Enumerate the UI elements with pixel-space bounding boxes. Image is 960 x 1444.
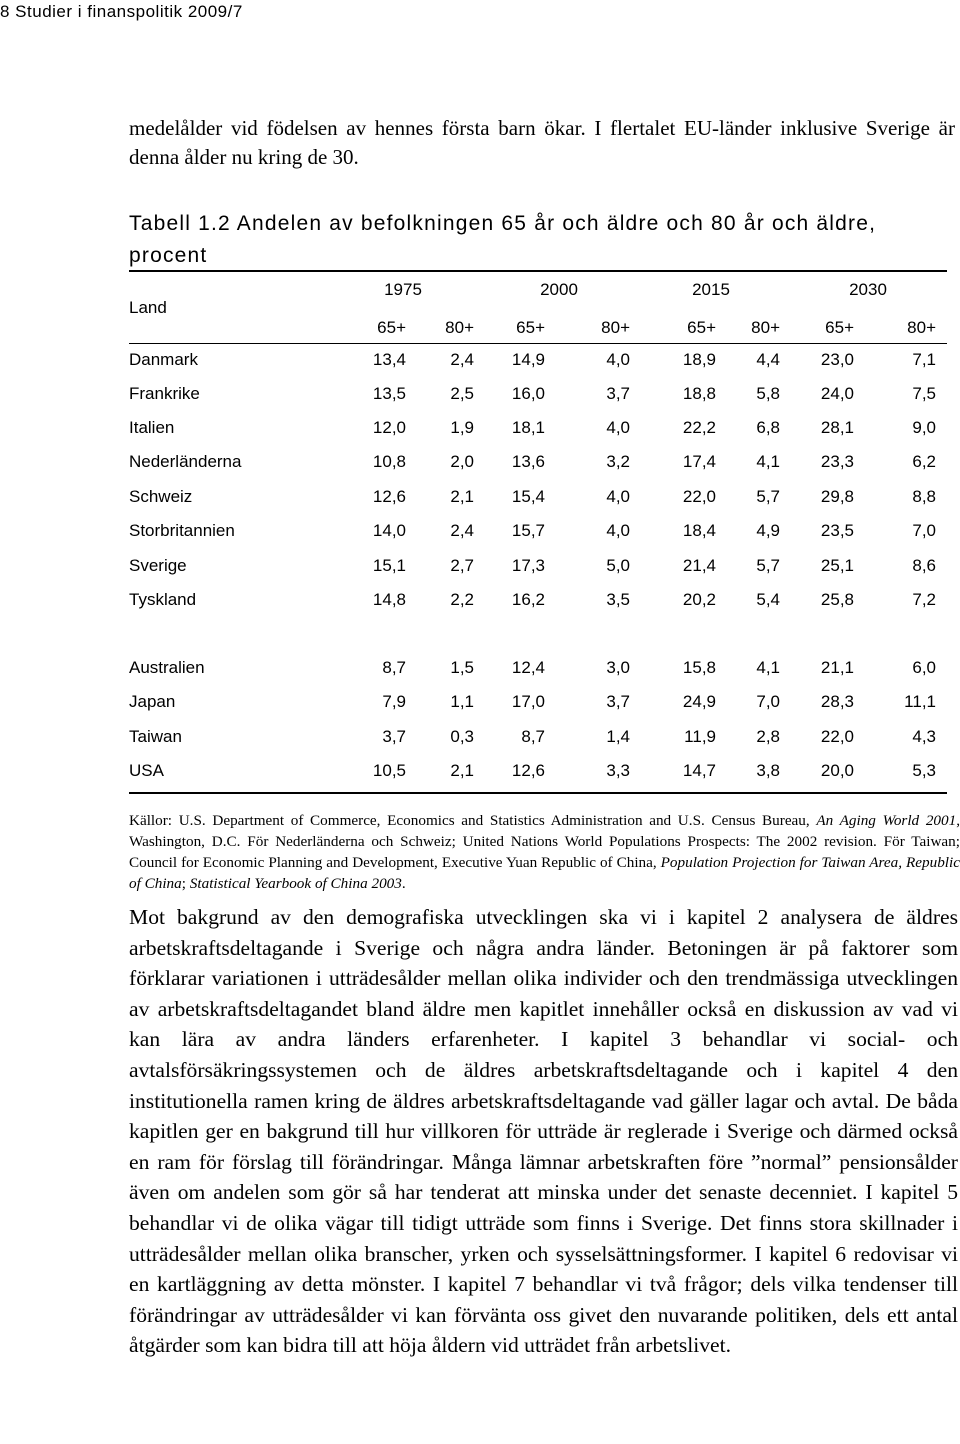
value-cell: 21,4	[682, 556, 716, 575]
value-cell: 28,3	[820, 692, 854, 711]
age-group-header: 65+	[377, 318, 406, 337]
value-cell: 6,0	[912, 658, 936, 677]
value-cell: 21,1	[820, 658, 854, 677]
value-cell: 3,5	[606, 590, 630, 609]
value-cell: 4,4	[756, 350, 780, 369]
age-group-header: 65+	[825, 318, 854, 337]
value-cell: 15,1	[372, 556, 406, 575]
value-cell: 22,2	[682, 418, 716, 437]
running-head: 8 Studier i finanspolitik 2009/7	[0, 2, 243, 21]
value-cell: 5,3	[912, 761, 936, 780]
value-cell: 11,1	[904, 692, 936, 711]
value-cell: 1,9	[450, 418, 474, 437]
value-cell: 18,4	[682, 521, 716, 540]
value-cell: 8,6	[912, 556, 936, 575]
sources-text: .	[401, 875, 406, 892]
age-group-header: 80+	[907, 318, 936, 337]
country-name: Frankrike	[129, 384, 200, 403]
value-cell: 13,6	[511, 452, 545, 471]
country-name: Storbritannien	[129, 521, 235, 540]
value-cell: 14,8	[372, 590, 406, 609]
value-cell: 14,0	[372, 521, 406, 540]
value-cell: 1,4	[606, 727, 630, 746]
value-cell: 18,8	[682, 384, 716, 403]
value-cell: 10,8	[372, 452, 406, 471]
value-cell: 23,5	[820, 521, 854, 540]
value-cell: 17,4	[682, 452, 716, 471]
land-column-header: Land	[129, 298, 167, 317]
intro-paragraph: medelålder vid födelsen av hennes första barn ökar. I flertalet EU-länder inklusive Sverige är denna ålder nu kring de 30.	[129, 116, 955, 169]
value-cell: 29,8	[820, 487, 854, 506]
value-cell: 11,9	[684, 727, 716, 746]
value-cell: 2,5	[450, 384, 474, 403]
value-cell: 1,1	[450, 692, 474, 711]
header-rule	[129, 343, 947, 344]
value-cell: 22,0	[820, 727, 854, 746]
value-cell: 6,8	[756, 418, 780, 437]
value-cell: 3,7	[606, 692, 630, 711]
value-cell: 2,4	[450, 350, 474, 369]
country-name: Tyskland	[129, 590, 197, 609]
value-cell: 3,8	[756, 761, 780, 780]
value-cell: 5,7	[756, 556, 780, 575]
value-cell: 3,3	[606, 761, 630, 780]
country-name: Italien	[129, 418, 175, 437]
value-cell: 25,1	[820, 556, 854, 575]
year-header: 1975	[384, 280, 422, 299]
value-cell: 18,1	[511, 418, 545, 437]
sources-title: An Aging World 2001	[816, 812, 957, 829]
value-cell: 4,1	[756, 452, 780, 471]
value-cell: 2,0	[450, 452, 474, 471]
value-cell: 5,8	[756, 384, 780, 403]
value-cell: 4,9	[756, 521, 780, 540]
value-cell: 12,4	[511, 658, 545, 677]
sources-title: Population Projection for Taiwan Area, Republic of China	[129, 854, 960, 892]
value-cell: 15,8	[682, 658, 716, 677]
value-cell: 2,2	[450, 590, 474, 609]
table-title: Tabell 1.2 Andelen av befolkningen 65 år och äldre och 80 år och äldre, procent	[129, 212, 877, 267]
value-cell: 17,3	[511, 556, 545, 575]
value-cell: 3,0	[606, 658, 630, 677]
country-name: Schweiz	[129, 487, 193, 506]
country-name: USA	[129, 761, 164, 780]
value-cell: 16,2	[511, 590, 545, 609]
value-cell: 6,2	[912, 452, 936, 471]
value-cell: 2,1	[450, 487, 474, 506]
value-cell: 7,9	[382, 692, 406, 711]
value-cell: 20,0	[820, 761, 854, 780]
value-cell: 15,4	[511, 487, 545, 506]
value-cell: 5,4	[756, 590, 780, 609]
body-paragraph: Mot bakgrund av den demografiska utvecklingen ska vi i kapitel 2 analysera de äldres arbetskraftsdeltagande i Sverige och några andra länder. Betoningen är på faktorer som förklarar variationen i utträdesålder mellan olika individer och den trendmässiga utvecklingen av arbetskraftsdeltagandet bland äldre men kapitlet innehåller också en diskussion av vad vi kan lära av andra länders erfarenheter. I kapitel 3 behandlar vi social- och avtalsförsäkringssystemen och de äldres arbetskraftsdeltagande och i kapitel 4 den institutionella ramen kring de äldres arbetskraftsdeltagande vad gäller lagar och avtal. De båda kapitlen ger en bakgrund till hur villkoren för utträde är reglerade i Sverige och därmed också en ram för förslag till förändringar. Många lämnar arbetskraften före ”normal” pensionsålder även om andelen som gör så har tenderat att minska under det senaste decenniet. I kapitel 5 behandlar vi de olika vägar till tidigt utträde som finns i Sverige. Det finns stora skillnader i utträdesålder mellan olika branscher, yrken och sysselsättningsformer. I kapitel 6 redovisar vi en kartläggning av detta mönster. I kapitel 7 behandlar vi två frågor; dels vilka tendenser till förändringar av utträdesålder vi kan förvänta oss givet den nuvarande politiken, dels ett antal åtgärder som kan bidra till att höja åldern vid utträdet från arbetslivet.	[129, 905, 958, 1358]
country-name: Danmark	[129, 350, 198, 369]
sources-text: Källor: U.S. Department of Commerce, Economics and Statistics Administration and U.S. Census Bureau,	[129, 812, 817, 829]
country-name: Australien	[129, 658, 205, 677]
value-cell: 4,1	[756, 658, 780, 677]
value-cell: 14,9	[511, 350, 545, 369]
value-cell: 4,0	[606, 418, 630, 437]
value-cell: 3,7	[382, 727, 406, 746]
value-cell: 12,6	[511, 761, 545, 780]
value-cell: 7,0	[912, 521, 936, 540]
value-cell: 17,0	[511, 692, 545, 711]
value-cell: 22,0	[682, 487, 716, 506]
value-cell: 7,2	[912, 590, 936, 609]
value-cell: 13,4	[372, 350, 406, 369]
value-cell: 8,7	[521, 727, 545, 746]
country-name: Taiwan	[129, 727, 182, 746]
year-header: 2030	[849, 280, 887, 299]
value-cell: 12,6	[372, 487, 406, 506]
value-cell: 5,0	[606, 556, 630, 575]
value-cell: 4,0	[606, 350, 630, 369]
age-group-header: 80+	[445, 318, 474, 337]
year-header: 2000	[540, 280, 578, 299]
value-cell: 16,0	[511, 384, 545, 403]
value-cell: 2,1	[450, 761, 474, 780]
country-name: Japan	[129, 692, 176, 711]
value-cell: 10,5	[372, 761, 406, 780]
value-cell: 20,2	[682, 590, 716, 609]
table-sources	[129, 810, 960, 894]
value-cell: 28,1	[820, 418, 854, 437]
value-cell: 2,4	[450, 521, 474, 540]
age-group-header: 65+	[516, 318, 545, 337]
value-cell: 3,2	[606, 452, 630, 471]
value-cell: 0,3	[450, 727, 474, 746]
value-cell: 1,5	[450, 658, 474, 677]
value-cell: 3,7	[606, 384, 630, 403]
value-cell: 13,5	[372, 384, 406, 403]
value-cell: 12,0	[372, 418, 406, 437]
age-group-header: 65+	[687, 318, 716, 337]
country-name: Nederländerna	[129, 452, 242, 471]
value-cell: 24,0	[820, 384, 854, 403]
value-cell: 7,5	[912, 384, 936, 403]
value-cell: 15,7	[511, 521, 545, 540]
table-top-rule	[129, 270, 947, 272]
sources-text: , Washington, D.C. För Nederländerna och Schweiz; United Nations World Populations Prospects: The 2002 revision. För Taiwan; Council for Economic Planning and Development, Executive Yuan Republic of China,	[129, 812, 960, 871]
value-cell: 5,7	[756, 487, 780, 506]
value-cell: 4,0	[606, 487, 630, 506]
value-cell: 23,3	[820, 452, 854, 471]
value-cell: 2,8	[756, 727, 780, 746]
age-group-header: 80+	[751, 318, 780, 337]
value-cell: 9,0	[912, 418, 936, 437]
sources-title: Statistical Yearbook of China 2003	[189, 875, 402, 892]
value-cell: 8,8	[912, 487, 936, 506]
value-cell: 18,9	[682, 350, 716, 369]
value-cell: 4,0	[606, 521, 630, 540]
value-cell: 14,7	[682, 761, 716, 780]
value-cell: 7,0	[756, 692, 780, 711]
value-cell: 23,0	[820, 350, 854, 369]
value-cell: 7,1	[912, 350, 936, 369]
year-header: 2015	[692, 280, 730, 299]
value-cell: 25,8	[820, 590, 854, 609]
country-name: Sverige	[129, 556, 187, 575]
value-cell: 24,9	[682, 692, 716, 711]
sources-text: ;	[181, 875, 190, 892]
table-bottom-rule	[129, 792, 947, 794]
value-cell: 8,7	[382, 658, 406, 677]
value-cell: 4,3	[912, 727, 936, 746]
value-cell: 2,7	[450, 556, 474, 575]
age-group-header: 80+	[601, 318, 630, 337]
